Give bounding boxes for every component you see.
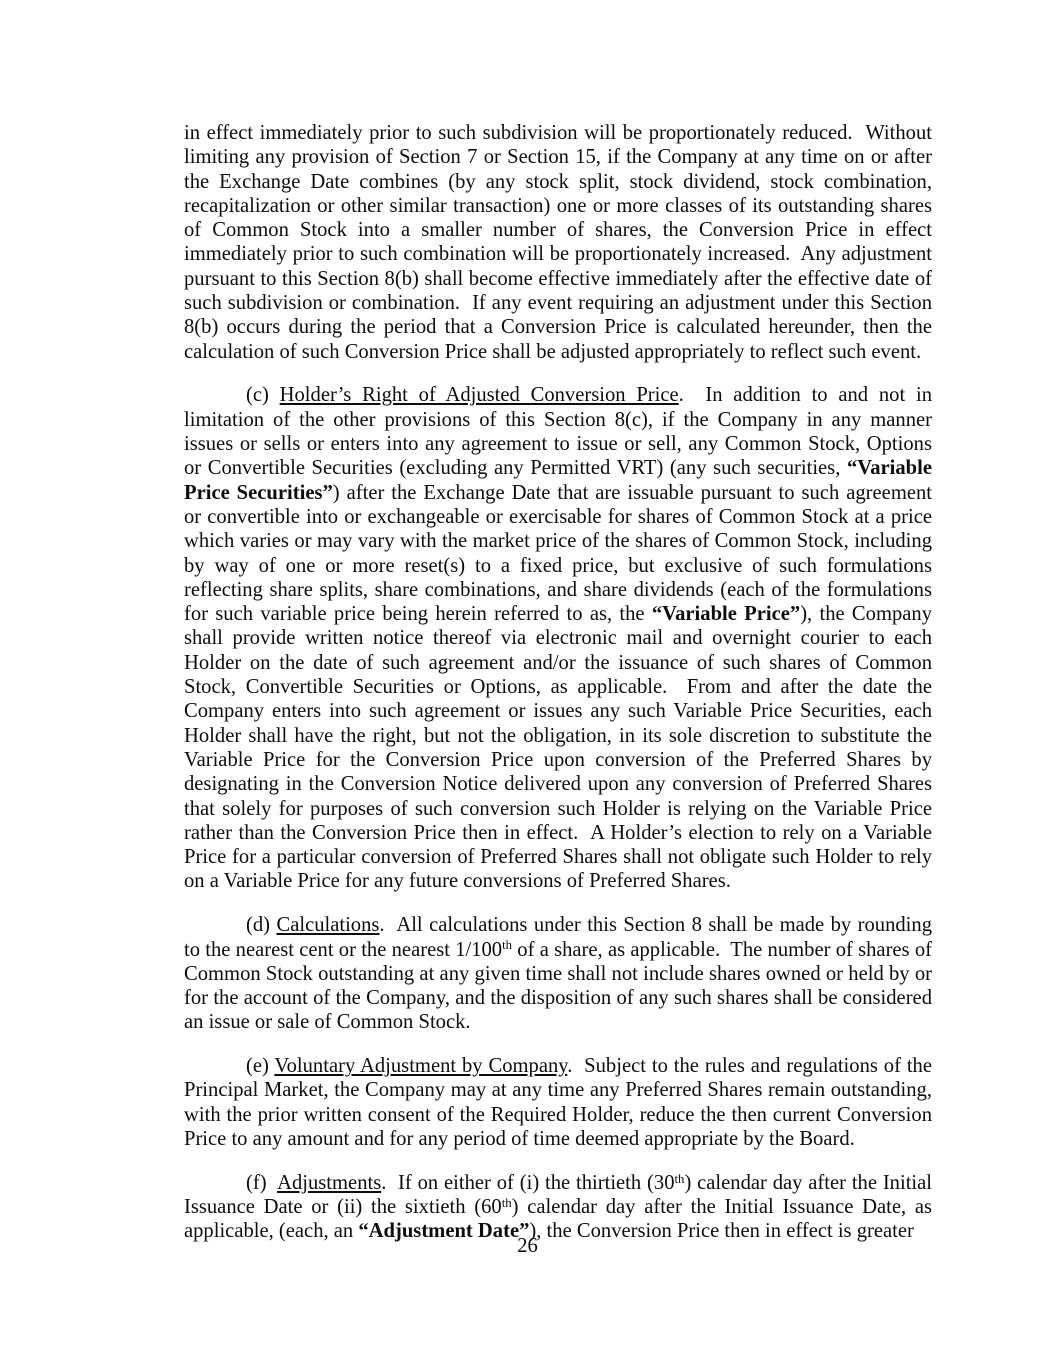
text-run: . All calculations under this Section 8 shall be made by rounding to the nearest cent or the nearest 1/100 <box>184 914 932 961</box>
text-run: ) calendar day after the Initial Issuance Date or (ii) the sixtieth (60 <box>184 1171 932 1219</box>
text-run: . Subject to the rules and regulations of the Principal Market, the Company may at any time any Preferred Shares remain outstanding, with the prior written consent of the Required Holder, reduce the then current Conversion Price to any amount and for any period of time deemed appropriate by the Board. <box>184 1055 932 1151</box>
text-run: Voluntary Adjustment by Company <box>274 1055 568 1078</box>
text-run: of a share, as applicable. The number of shares of Common Stock outstanding at any given time shall not include shares owned or held by or for the account of the Company, and the disposition of any such shares shall be considered an issue or sale of Common Stock. <box>184 938 932 1034</box>
paragraph-section-8c <box>184 383 932 893</box>
text-run: th <box>501 1195 512 1210</box>
paragraph-continuation-section-8b <box>184 121 932 364</box>
text-run: in effect immediately prior to such subdivision will be proportionately reduced. Without limiting any provision of Section 7 or Section 15, if the Company at any time on or after the Exchange Date combines (by any stock split, stock dividend, stock combination, recapitalization or other similar transaction) one or more classes of its outstanding shares of Common Stock into a smaller number of shares, the Conversion Price in effect immediately prior to such combination will be proportionately increased. Any adjustment pursuant to this Section 8(b) shall become effective immediately after the effective date of such subdivision or combination. If any event requiring an adjustment under this Section 8(b) occurs during the period that a Conversion Price is calculated hereunder, then the calculation of such Conversion Price shall be adjusted appropriately to reflect such event. <box>184 122 932 363</box>
text-run: “Variable Price” <box>651 603 801 626</box>
text-run: (e) <box>246 1055 275 1078</box>
page-number: 26 <box>517 1235 538 1257</box>
text-run: . If on either of (i) the thirtieth (30 <box>381 1171 675 1194</box>
text-run: “Adjustment Date” <box>358 1220 530 1243</box>
document-body <box>184 121 932 1244</box>
paragraph-section-8f <box>184 1171 932 1244</box>
paragraph-section-8d <box>184 913 932 1034</box>
text-run: “Variable Price Securities” <box>184 457 932 504</box>
text-run: Calculations <box>276 914 380 937</box>
text-run: (c) <box>246 384 280 407</box>
text-run: th <box>502 938 513 953</box>
paragraph-section-8e <box>184 1054 932 1151</box>
text-run: th <box>674 1171 685 1186</box>
text-run: (f) <box>246 1171 278 1194</box>
text-run: ) after the Exchange Date that are issuable pursuant to such agreement or convertible into or exchangeable or exercisable for shares of Common Stock at a price which varies or may vary with the market price of the shares of Common Stock, including by way of one or more reset(s) to a fixed price, but exclusive of such formulations reflecting share splits, share combinations, and share dividends (each of the formulations for such variable price being herein referred to as, the <box>184 481 933 626</box>
text-run: ) calendar day after the Initial Issuance Date, as applicable, (each, an <box>184 1196 932 1243</box>
text-run: . In addition to and not in limitation of the other provisions of this Section 8(c), if the Company in any manner issues or sells or enters into any agreement to issue or sell, any Common Stock, Options or Convertible Securities (excluding any Permitted VRT) (any such securities, <box>184 384 932 480</box>
text-run: ), the Conversion Price then in effect is greater <box>529 1220 914 1243</box>
text-run: ), the Company shall provide written notice thereof via electronic mail and overnight courier to each Holder on the date of such agreement and/or the issuance of such shares of Common Stock, Convertible Securities or Options, as applicable. From and after the date the Company enters into such agreement or issues any such Variable Price Securities, each Holder shall have the right, but not the obligation, in its sole discretion to substitute the Variable Price for the Conversion Price upon conversion of the Preferred Shares by designating in the Conversion Notice delivered upon any conversion of Preferred Shares that solely for purposes of such conversion such Holder is relying on the Variable Price rather than the Conversion Price then in effect. A Holder’s election to rely on a Variable Price for a particular conversion of Preferred Shares shall not obligate such Holder to rely on a Variable Price for any future conversions of Preferred Shares. <box>184 603 933 893</box>
text-run: Adjustments <box>277 1171 382 1194</box>
text-run: Holder’s Right of Adjusted Conversion Price <box>279 384 679 407</box>
text-run: (d) <box>246 914 277 937</box>
